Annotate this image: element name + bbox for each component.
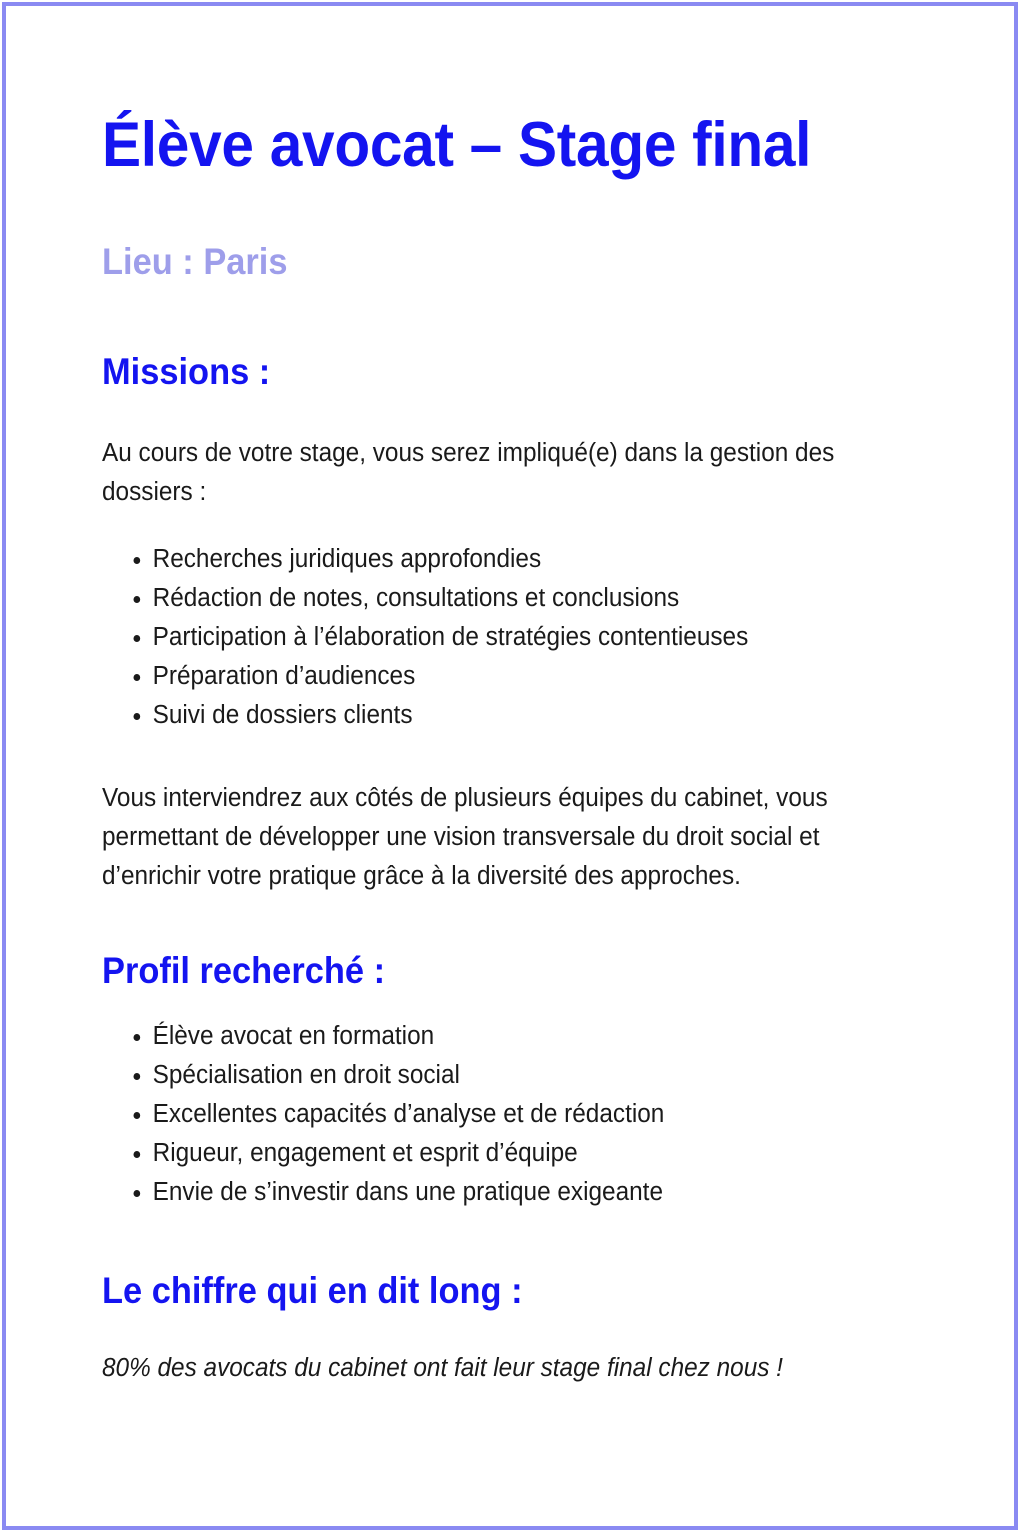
statistic-line: 80% des avocats du cabinet ont fait leur stage final chez nous ! [102, 1354, 783, 1382]
list-item [102, 1056, 916, 1095]
section-heading-profil: Profil recherché : [102, 950, 386, 991]
list-item-label: Participation à l’élaboration de stratégies contentieuses [152, 623, 749, 651]
list-item [102, 1134, 916, 1173]
list-item [102, 696, 916, 735]
list-item-label: Rigueur, engagement et esprit d’équipe [152, 1139, 578, 1167]
missions-list [102, 512, 916, 735]
missions-intro-paragraph: Au cours de votre stage, vous serez impliqué(e) dans la gestion des dossiers : [102, 439, 835, 506]
job-posting-page [2, 2, 1018, 1530]
list-item-label: Envie de s’investir dans une pratique exigeante [152, 1178, 664, 1206]
list-item [102, 618, 916, 657]
list-item-label: Préparation d’audiences [152, 662, 416, 690]
content-column [102, 6, 954, 1388]
section-heading-chiffre: Le chiffre qui en dit long : [102, 1270, 523, 1311]
list-item [102, 1017, 916, 1056]
profil-list [102, 989, 916, 1212]
list-item-label: Excellentes capacités d’analyse et de rédaction [152, 1100, 665, 1128]
list-item-label: Spécialisation en droit social [152, 1061, 460, 1089]
list-item [102, 657, 916, 696]
list-item [102, 1173, 916, 1212]
list-item [102, 1095, 916, 1134]
missions-closing-paragraph: Vous interviendrez aux côtés de plusieurs équipes du cabinet, vous permettant de développer une vision transversale du droit social et d’enrichir votre pratique grâce à la diversité des approches. [102, 784, 828, 890]
list-item-label: Élève avocat en formation [152, 1022, 435, 1050]
list-item [102, 579, 916, 618]
section-heading-missions: Missions : [102, 351, 271, 392]
list-item-label: Recherches juridiques approfondies [152, 545, 542, 573]
list-item [102, 540, 916, 579]
page-title: Élève avocat – Stage final [102, 110, 812, 180]
list-item-label: Rédaction de notes, consultations et conclusions [152, 584, 680, 612]
list-item-label: Suivi de dossiers clients [152, 701, 413, 729]
location-label: Lieu : Paris [102, 241, 288, 282]
